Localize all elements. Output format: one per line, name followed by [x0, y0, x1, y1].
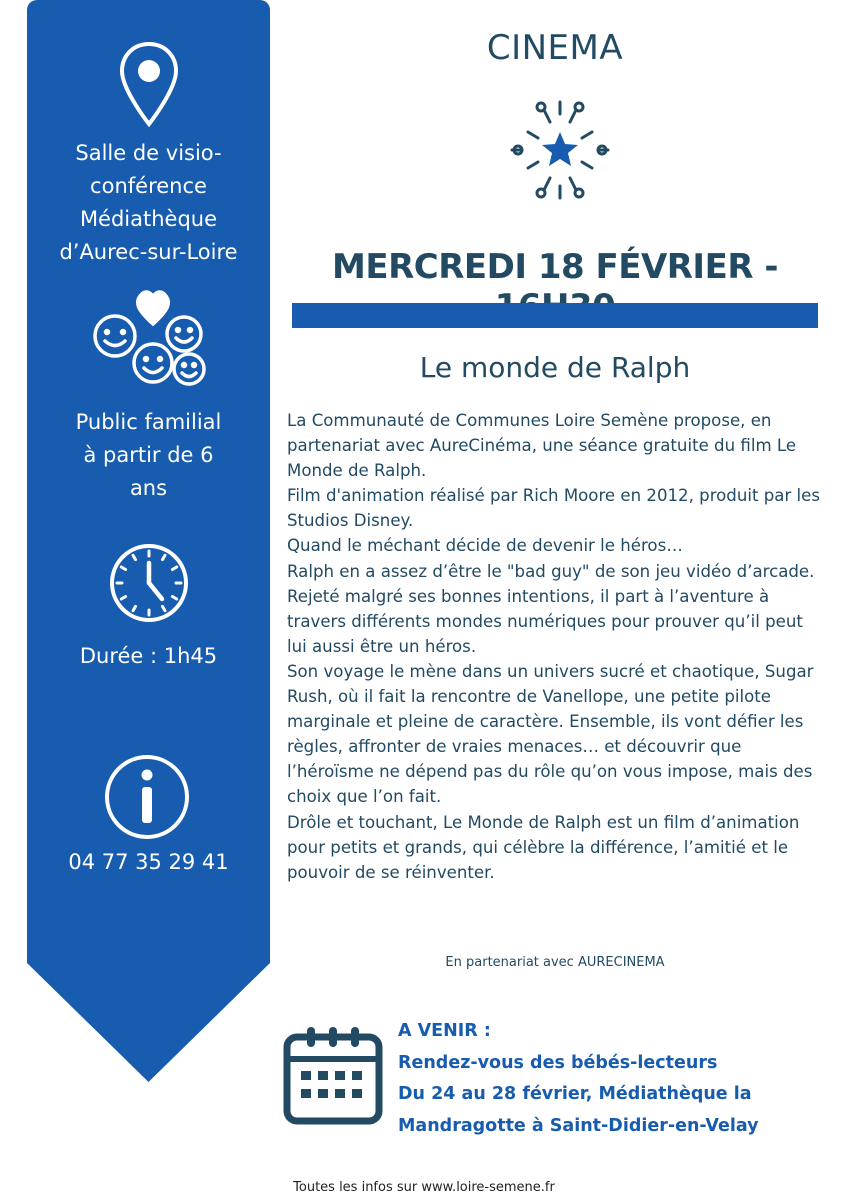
event-date-time: MERCREDI 18 FÉVRIER -: [332, 247, 778, 287]
upcoming-line: Du 24 au 28 février, Médiathèque la: [398, 1084, 752, 1104]
clock-icon: [107, 541, 191, 625]
location-text: Salle de visio- conférence Médiathèque d’Aurec-sur-Loire: [59, 141, 238, 264]
description-paragraph: Ralph en a assez d’être le "bad guy" de son jeu vidéo d’arcade. Rejeté malgré ses bonnes intentions, il part à l’aventure à travers différents mondes numériques pour prouver qu’il peut lui aussi être un héros.: [287, 561, 815, 656]
audience-text: Public familial à partir de 6 ans: [75, 410, 222, 500]
description-paragraph: Drôle et touchant, Le Monde de Ralph est un film d’animation pour petits et grands, qui célèbre la différence, l’amitié et le pouvoir de se réinventer.: [287, 812, 800, 882]
location-pin-icon: [117, 40, 181, 130]
footer-website[interactable]: Toutes les infos sur www.loire-semene.fr: [293, 1180, 555, 1195]
date-underline-bar: [292, 303, 818, 328]
description-paragraph: Quand le méchant décide de devenir le héros…: [287, 536, 683, 556]
phone-number[interactable]: 04 77 35 29 41: [68, 850, 229, 874]
upcoming-line: Rendez-vous des bébés-lecteurs: [398, 1052, 718, 1073]
calendar-icon: [283, 1025, 383, 1125]
film-title: Le monde de Ralph: [419, 351, 691, 384]
partner-note: En partenariat avec AURECINEMA: [445, 955, 665, 970]
upcoming-event: [398, 1016, 838, 1142]
upcoming-line: Mandragotte à Saint-Didier-en-Velay: [398, 1115, 759, 1136]
duration-text: Durée : 1h45: [79, 644, 218, 668]
category-title: CINEMA: [486, 28, 624, 68]
upcoming-heading: A VENIR :: [398, 1021, 491, 1041]
info-icon: [103, 753, 191, 841]
description-paragraph: La Communauté de Communes Loire Semène propose, en partenariat avec AureCinéma, une séance gratuite du film Le Monde de Ralph.: [287, 411, 797, 481]
family-smileys-icon: [90, 288, 210, 393]
film-description: [287, 408, 827, 885]
firework-star-icon: [508, 98, 612, 202]
description-paragraph: Film d'animation réalisé par Rich Moore en 2012, produit par les Studios Disney.: [287, 486, 821, 531]
description-paragraph: Son voyage le mène dans un univers sucré et chaotique, Sugar Rush, où il fait la rencontre de Vanellope, une petite pilote marginale et pleine de caractère. Ensemble, ils vont défier les règles, affronter de vraies menaces… et découvrir que l’héroïsme ne dépend pas du rôle qu’on vous impose, mais des choix que l’on fait.: [287, 661, 814, 807]
